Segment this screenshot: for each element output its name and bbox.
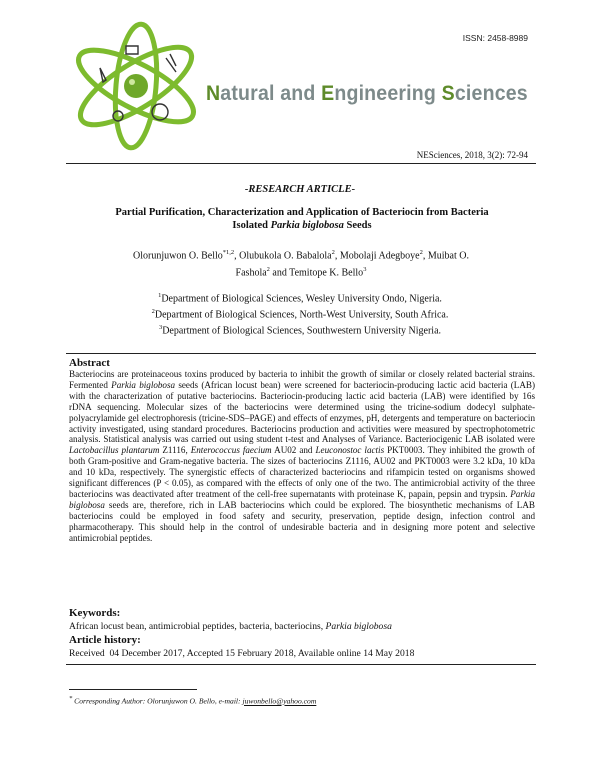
affiliations <box>0 290 600 337</box>
author-name: Olubukola O. Babalola <box>239 250 332 262</box>
flask-icon <box>100 68 106 82</box>
journal-name: Natural and Engineering Sciences <box>206 82 528 105</box>
keywords: African locust bean, antimicrobial peptides, bacteria, bacteriocins, Parkia biglobosa <box>69 621 392 632</box>
abstract-bottom-rule <box>66 664 536 665</box>
author-affiliation-mark: 2 <box>266 266 270 274</box>
author-name: Olorunjuwon O. Bello <box>133 250 223 262</box>
abstract-text: Z1116, <box>159 445 191 456</box>
author-affiliation-mark: 2 <box>331 249 335 256</box>
affiliation-line: $^3$Department of Biological Sciences, Southwestern University Nigeria. <box>158 323 442 336</box>
author-affiliation-mark: 2 <box>419 249 423 256</box>
author-name: Temitope K. Bello <box>289 267 364 279</box>
affiliation-line: $^1$Department of Biological Sciences, Wesley University Ondo, Nigeria. <box>158 292 442 305</box>
article-history: Received 04 December 2017, Accepted 15 February 2018, Available online 14 May 2018 <box>69 648 415 659</box>
issn: ISSN: 2458-8989 <box>462 33 528 43</box>
history-heading: Article history: <box>69 634 141 646</box>
author-email-link[interactable]: juwonbello@yahoo.com <box>242 696 317 706</box>
book-icon <box>126 46 138 54</box>
article-type: -RESEARCH ARTICLE- <box>244 184 356 195</box>
species-name: Lactobacillus plantarum <box>69 445 160 456</box>
abstract-text: AU02 and <box>271 445 316 456</box>
footnote-rule <box>69 689 197 690</box>
abstract-heading: Abstract <box>69 357 110 369</box>
author-affiliation-mark: *1,2 <box>222 249 235 256</box>
author-name: Muibat O. Fashola <box>235 250 469 279</box>
abstract-text: PKT0003. They inhibited the growth of both Gram-positive and Gram-negative bacteria. The sizes of bacteriocins Z1116, AU02 and PKT0003 were 3.2 kDa, 10 kDa and 10 kDa, respectively. The synergistic effects of characterized bacteriocins and rifampicin tested on organisms showed significant differences (P < 0.05), as compared with the effects of only one of the two. The antimicrobial activity of the three bacteriocins was deactivated after treatment of the cell-free supernatants with proteinase K, papain, pepsin and trypsin. <box>69 445 535 499</box>
abstract-body <box>69 369 535 544</box>
species-name: Enterococcus faecium <box>190 445 272 456</box>
abstract-top-rule <box>66 353 536 354</box>
journal-logo <box>66 18 206 154</box>
abstract-text: seeds (African locust bean) were screened for bacteriocin-producing lactic acid bacteria (LAB) with the characterization of putative bacteriocins. Bacteriocin-producing lactic acid bacteria (LAB) were identified by 16s rDNA sequencing. Molecular sizes of the bacteriocins were determined using the tricine-sodium dodecyl sulphate-polyacrylamide gel electrophoresis (tricine-SDS–PAGE) and effects of enzymes, pH, detergents and temperature on bacteriocin activity investigated, using standard procedures. Bacteriocins production and activities were measured by spectrophotometric analysis. Statistical analysis was carried out using student t-test and Analyses of Variance. Bacteriocigenic LAB isolated were <box>69 379 535 445</box>
author-list: Olorunjuwon O. Bello$^{*1,2}$, Olubukola O. Babalola$^2$, Mobolaji Adegboye$^2$, Muibat O. Fashola$^2$ and Temitope K. Bello$^3$ <box>133 249 469 279</box>
species-name: Parkia biglobosa <box>69 488 535 510</box>
affiliation-line: $^2$Department of Biological Sciences, North-West University, South Africa. <box>151 307 449 321</box>
abstract-text: Bacteriocins are proteinaceous toxins produced by bacteria to inhibit the growth of similar or closely related bacterial strains. Fermented <box>69 369 535 390</box>
species-name: Parkia biglobosa <box>111 379 176 390</box>
species-name: Leuconostoc lactis <box>315 445 385 456</box>
article-title: Partial Purification, Characterization and Application of Bacteriocin from Bacteria Isolated Parkia biglobosa Seeds <box>115 207 489 231</box>
author-name: Mobolaji Adegboye <box>339 250 420 262</box>
corresponding-author-note: * Corresponding Author: Olorunjuwon O. Bello, e-mail: juwonbello@yahoo.com <box>69 695 317 706</box>
abstract-text: seeds are, therefore, rich in LAB bacteriocins which could be explored. The biosynthetic mechanisms of LAB bacteriocins could be employed in food safety and security, preservation, peptide design, infection control and pharmacotherapy. This should help in the control of undesirable bacteria and in designing more potent and selective antimicrobial peptides. <box>69 499 535 543</box>
compass-icon <box>166 54 176 72</box>
author-affiliation-mark: 3 <box>363 266 367 274</box>
header-divider <box>66 163 536 164</box>
keywords-heading: Keywords: <box>69 607 121 619</box>
nucleus <box>124 74 148 98</box>
citation: NESciences, 2018, 3(2): 72-94 <box>416 150 528 160</box>
